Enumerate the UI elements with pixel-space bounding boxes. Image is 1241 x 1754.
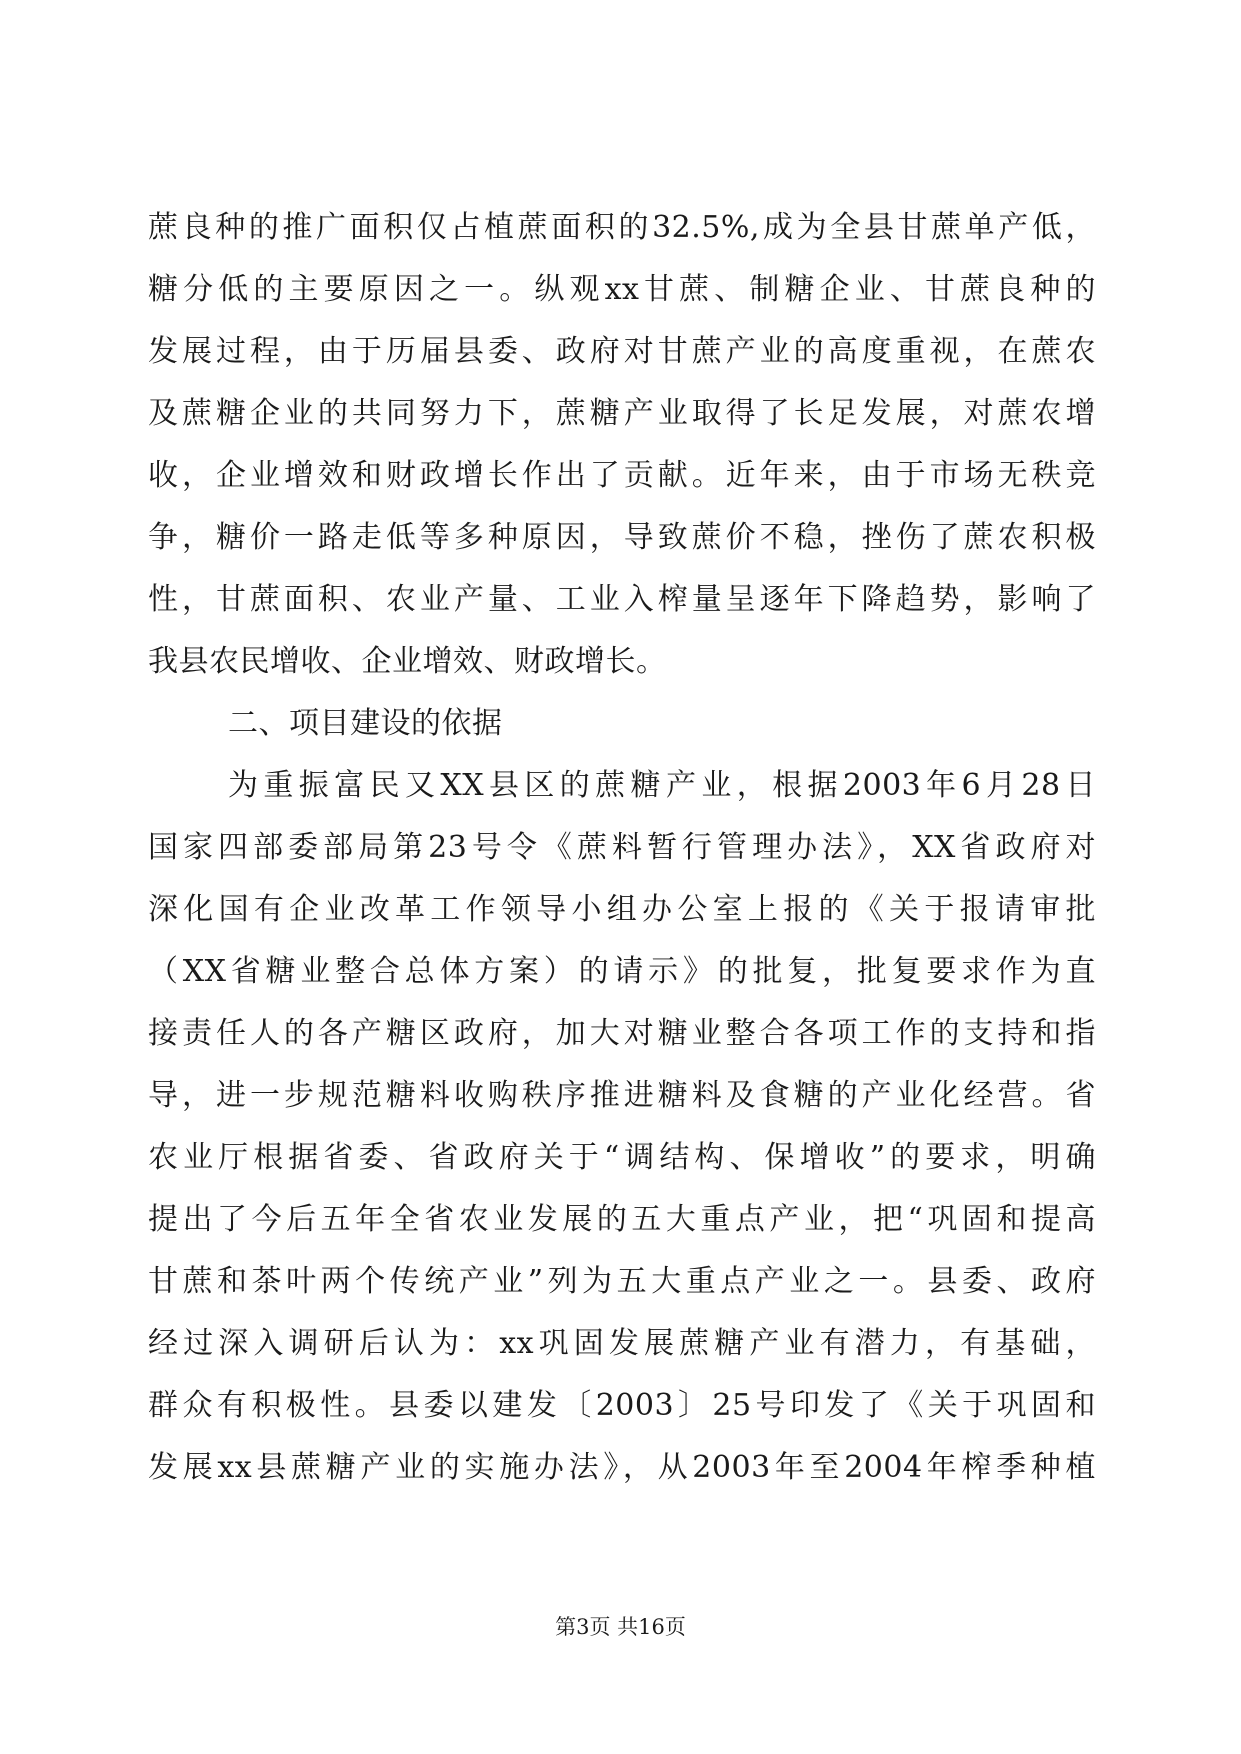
paragraph-2-line-5: 接责任人的各产糖区政府，加大对糖业整合各项工作的支持和指 <box>148 1016 1096 1051</box>
paragraph-1-line-5: 收，企业增效和财政增长作出了贡献。近年来，由于市场无秩竞 <box>148 458 1096 493</box>
paragraph-2-line-3: 深化国有企业改革工作领导小组办公室上报的《关于报请审批 <box>148 892 1096 927</box>
paragraph-2-line-9: 甘蔗和茶叶两个传统产业”列为五大重点产业之一。县委、政府 <box>148 1264 1096 1299</box>
paragraph-2-line-12: 发展xx县蔗糖产业的实施办法》，从2003年至2004年榨季种植 <box>148 1450 1096 1485</box>
document-body <box>148 197 1096 1499</box>
section-heading: 二、项目建设的依据 <box>228 706 503 741</box>
paragraph-2-line-2: 国家四部委部局第23号令《蔗料暂行管理办法》，XX省政府对 <box>148 830 1096 865</box>
paragraph-1-line-6: 争，糖价一路走低等多种原因，导致蔗价不稳，挫伤了蔗农积极 <box>148 520 1096 555</box>
paragraph-2-line-4: （XX省糖业整合总体方案）的请示》的批复，批复要求作为直 <box>148 954 1096 989</box>
paragraph-1-line-4: 及蔗糖企业的共同努力下，蔗糖产业取得了长足发展，对蔗农增 <box>148 396 1096 431</box>
paragraph-2-line-10: 经过深入调研后认为：xx巩固发展蔗糖产业有潜力，有基础， <box>148 1326 1096 1361</box>
paragraph-1-line-2: 糖分低的主要原因之一。纵观xx甘蔗、制糖企业、甘蔗良种的 <box>148 272 1096 307</box>
paragraph-2-line-1: 为重振富民又XX县区的蔗糖产业，根据2003年6月28日 <box>228 768 1096 803</box>
paragraph-1-line-8: 我县农民增收、企业增效、财政增长。 <box>148 644 667 679</box>
paragraph-2-line-11: 群众有积极性。县委以建发〔2003〕25号印发了《关于巩固和 <box>148 1388 1096 1423</box>
paragraph-2-line-6: 导，进一步规范糖料收购秩序推进糖料及食糖的产业化经营。省 <box>148 1078 1096 1113</box>
paragraph-1-line-7: 性，甘蔗面积、农业产量、工业入榨量呈逐年下降趋势，影响了 <box>148 582 1096 617</box>
page-number-footer: 第3页 共16页 <box>555 1615 686 1639</box>
paragraph-1-line-3: 发展过程，由于历届县委、政府对甘蔗产业的高度重视，在蔗农 <box>148 334 1096 369</box>
paragraph-2-line-7: 农业厅根据省委、省政府关于“调结构、保增收”的要求，明确 <box>148 1140 1096 1175</box>
paragraph-1-line-1: 蔗良种的推广面积仅占植蔗面积的32.5%,成为全县甘蔗单产低， <box>148 210 1096 245</box>
paragraph-2-line-8: 提出了今后五年全省农业发展的五大重点产业，把“巩固和提高 <box>148 1202 1096 1237</box>
